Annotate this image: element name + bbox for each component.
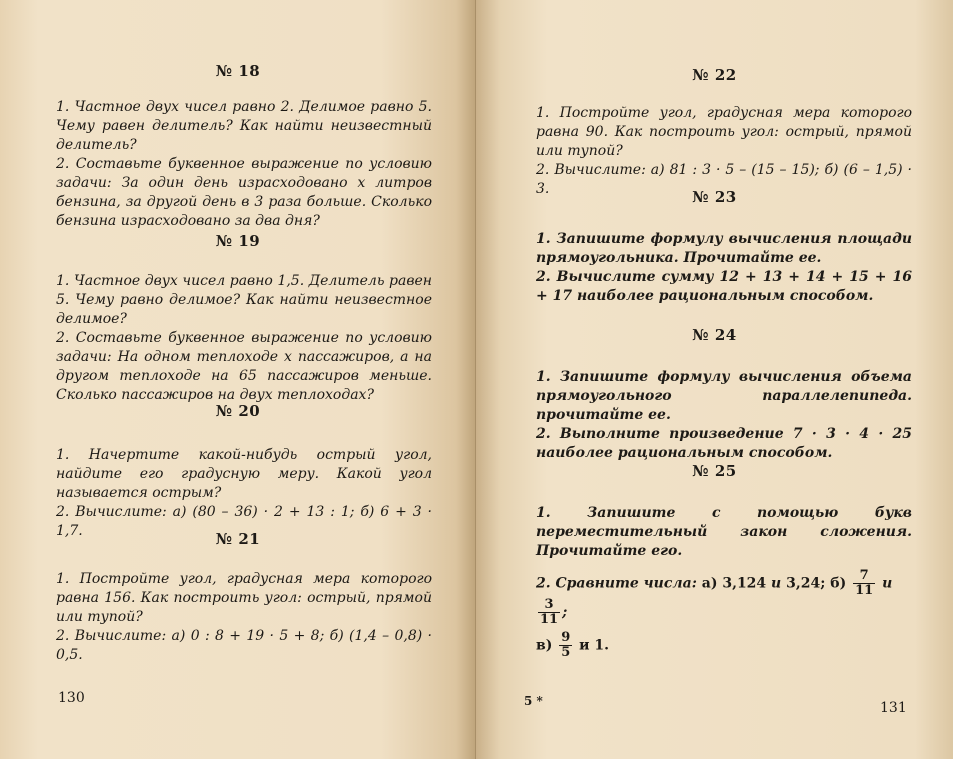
compare-a-label: а)	[701, 575, 718, 592]
compare-a-left: 3,124	[722, 575, 767, 592]
task-18-1: 1. Частное двух чисел равно 2. Делимое равно 5. Чему равен делитель? Как найти неизвестный делитель?	[56, 99, 432, 153]
left-page	[0, 0, 476, 759]
fraction-3-11	[538, 598, 560, 627]
section-heading-24: № 24	[692, 326, 737, 344]
task-23-2: 2. Вычислите сумму 12 + 13 + 14 + 15 + 16 + 17 наиболее рациональным способом.	[536, 269, 912, 304]
section-25-body	[536, 504, 912, 660]
signature-mark: 5 *	[524, 694, 543, 708]
section-heading-21: № 21	[215, 530, 261, 548]
compare-a-and: и	[771, 575, 782, 592]
fraction-7-11	[853, 569, 875, 598]
fraction-denominator: 11	[540, 612, 559, 627]
fraction-numerator: 7	[853, 569, 875, 584]
task-19-1: 1. Частное двух чисел равно 1,5. Делитель равен 5. Чему равно делимое? Как найти неизвестное делимое?	[56, 273, 432, 327]
task-20-1: 1. Начертите какой-нибудь острый угол, найдите его градусную меру. Какой угол называется острым?	[56, 447, 432, 501]
section-19-body	[56, 272, 432, 405]
task-23-1: 1. Запишите формулу вычисления площади прямоугольника. Прочитайте ее.	[536, 231, 912, 266]
right-page	[476, 0, 953, 759]
task-21-1: 1. Постройте угол, градусная мера которого равна 156. Как построить угол: острый, прямой или тупой?	[56, 571, 432, 625]
task-25-2-compare-c	[536, 631, 912, 660]
fraction-denominator: 11	[855, 583, 874, 598]
fraction-numerator: 3	[538, 598, 560, 613]
task-22-2: 2. Вычислите: а) 81 : 3 · 5 – (15 – 15); б) (6 – 1,5) · 3.	[536, 162, 912, 197]
compare-c-tail: и 1.	[579, 637, 610, 654]
page-number-left: 130	[58, 690, 85, 706]
page-number-right: 131	[880, 700, 907, 716]
section-heading-23: № 23	[692, 188, 737, 206]
fraction-9-5	[559, 631, 572, 660]
compare-prefix: 2. Сравните числа:	[536, 575, 697, 592]
section-18-body	[56, 98, 432, 231]
task-24-1: 1. Запишите формулу вычисления объема прямоугольного параллелепипеда. прочитайте ее.	[536, 369, 912, 423]
compare-a-right: 3,24;	[786, 575, 826, 592]
section-21-body	[56, 570, 432, 665]
section-22-body	[536, 104, 912, 199]
fraction-denominator: 5	[561, 645, 571, 660]
task-18-2: 2. Составьте буквенное выражение по условию задачи: За один день израсходовано x литров бензина, за другой день в 3 раза больше. Сколько бензина израсходовано за два дня?	[56, 156, 432, 229]
compare-b-label: б)	[830, 575, 847, 592]
task-24-2: 2. Выполните произведение 7 · 3 · 4 · 25 наиболее рациональным способом.	[536, 426, 912, 461]
section-heading-22: № 22	[692, 66, 737, 84]
compare-c-label: в)	[536, 637, 553, 654]
task-19-2: 2. Составьте буквенное выражение по условию задачи: На одном теплоходе x пассажиров, а на другом теплоходе на 65 пассажиров меньше. Сколько пассажиров на двух теплоходах?	[56, 330, 432, 403]
section-heading-19: № 19	[215, 232, 261, 250]
section-24-body	[536, 368, 912, 463]
section-23-body	[536, 230, 912, 306]
task-20-2: 2. Вычислите: а) (80 – 36) · 2 + 13 : 1; б) 6 + 3 · 1,7.	[56, 504, 432, 539]
fraction-numerator: 9	[561, 630, 571, 645]
section-heading-25: № 25	[692, 462, 737, 480]
section-heading-20: № 20	[215, 402, 261, 420]
task-22-1: 1. Постройте угол, градусная мера которого равна 90. Как построить угол: острый, прямой или тупой?	[536, 105, 912, 159]
task-25-2-compare	[536, 569, 912, 627]
task-21-2: 2. Вычислите: а) 0 : 8 + 19 · 5 + 8; б) (1,4 – 0,8) · 0,5.	[56, 628, 432, 663]
compare-b-and: и	[882, 575, 893, 592]
section-20-body	[56, 446, 432, 541]
compare-b-end: ;	[562, 604, 568, 621]
section-heading-18: № 18	[215, 62, 261, 80]
task-25-1: 1. Запишите с помощью букв переместительный закон сложения. Прочитайте его.	[536, 505, 912, 559]
